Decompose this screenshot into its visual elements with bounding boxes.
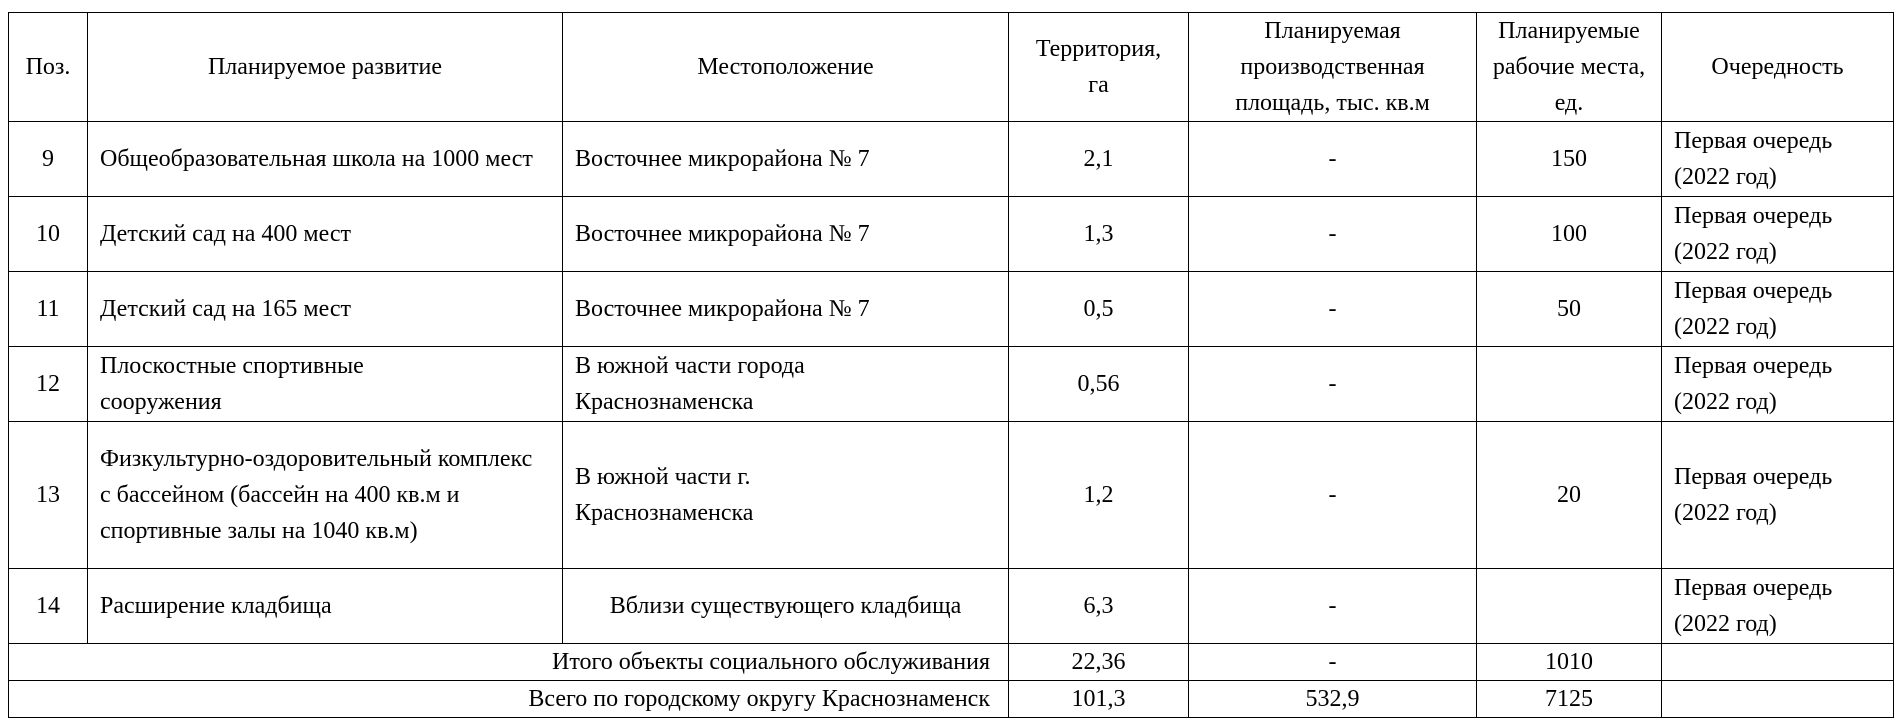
table-row — [9, 347, 1894, 422]
grand-total-order — [1662, 681, 1894, 718]
cell-pos: 12 — [9, 347, 88, 422]
header-jobs: Планируемые рабочие места, ед. — [1477, 13, 1662, 122]
total-territory: 22,36 — [1009, 644, 1189, 681]
planned-development-table — [8, 12, 1894, 718]
table-grand-total-row — [9, 681, 1894, 718]
table-row — [9, 122, 1894, 197]
table-row — [9, 569, 1894, 644]
cell-pos: 10 — [9, 197, 88, 272]
table-header-row — [9, 13, 1894, 122]
cell-territory: 1,2 — [1009, 422, 1189, 569]
cell-pos: 11 — [9, 272, 88, 347]
cell-development: Общеобразовательная школа на 1000 мест — [88, 122, 563, 197]
cell-development: Физкультурно-оздоровительный комплекс с бассейном (бассейн на 400 кв.м и спортивные залы на 1040 кв.м) — [88, 422, 563, 569]
cell-production-area: - — [1189, 197, 1477, 272]
cell-location: В южной части г. Краснознаменска — [563, 422, 1009, 569]
cell-territory: 6,3 — [1009, 569, 1189, 644]
cell-order: Первая очередь (2022 год) — [1662, 197, 1894, 272]
cell-order: Первая очередь (2022 год) — [1662, 347, 1894, 422]
header-production-area: Планируемая производственная площадь, тыс. кв.м — [1189, 13, 1477, 122]
header-development: Планируемое развитие — [88, 13, 563, 122]
cell-territory: 2,1 — [1009, 122, 1189, 197]
table-total-row — [9, 644, 1894, 681]
cell-development: Детский сад на 400 мест — [88, 197, 563, 272]
grand-total-territory: 101,3 — [1009, 681, 1189, 718]
total-production-area: - — [1189, 644, 1477, 681]
total-jobs: 1010 — [1477, 644, 1662, 681]
cell-production-area: - — [1189, 569, 1477, 644]
cell-order: Первая очередь (2022 год) — [1662, 272, 1894, 347]
cell-pos: 13 — [9, 422, 88, 569]
cell-jobs — [1477, 347, 1662, 422]
cell-production-area: - — [1189, 347, 1477, 422]
cell-production-area: - — [1189, 122, 1477, 197]
cell-jobs: 100 — [1477, 197, 1662, 272]
grand-total-production-area: 532,9 — [1189, 681, 1477, 718]
cell-jobs: 20 — [1477, 422, 1662, 569]
table-row — [9, 272, 1894, 347]
cell-location: В южной части города Краснознаменска — [563, 347, 1009, 422]
cell-production-area: - — [1189, 422, 1477, 569]
cell-order: Первая очередь (2022 год) — [1662, 569, 1894, 644]
cell-territory: 0,56 — [1009, 347, 1189, 422]
cell-territory: 1,3 — [1009, 197, 1189, 272]
grand-total-jobs: 7125 — [1477, 681, 1662, 718]
cell-production-area: - — [1189, 272, 1477, 347]
cell-location: Восточнее микрорайона № 7 — [563, 272, 1009, 347]
cell-location: Восточнее микрорайона № 7 — [563, 122, 1009, 197]
total-order — [1662, 644, 1894, 681]
header-pos: Поз. — [9, 13, 88, 122]
cell-order: Первая очередь (2022 год) — [1662, 422, 1894, 569]
cell-location: Вблизи существующего кладбища — [563, 569, 1009, 644]
cell-pos: 14 — [9, 569, 88, 644]
cell-jobs: 150 — [1477, 122, 1662, 197]
total-label: Итого объекты социального обслуживания — [9, 644, 1009, 681]
table-row — [9, 422, 1894, 569]
cell-development: Детский сад на 165 мест — [88, 272, 563, 347]
cell-jobs: 50 — [1477, 272, 1662, 347]
header-territory: Территория, га — [1009, 13, 1189, 122]
cell-development: Плоскостные спортивные сооружения — [88, 347, 563, 422]
cell-order: Первая очередь (2022 год) — [1662, 122, 1894, 197]
document-page — [8, 12, 1894, 718]
grand-total-label: Всего по городскому округу Краснознаменск — [9, 681, 1009, 718]
header-order: Очередность — [1662, 13, 1894, 122]
cell-jobs — [1477, 569, 1662, 644]
cell-location: Восточнее микрорайона № 7 — [563, 197, 1009, 272]
cell-development: Расширение кладбища — [88, 569, 563, 644]
cell-pos: 9 — [9, 122, 88, 197]
table-row — [9, 197, 1894, 272]
cell-territory: 0,5 — [1009, 272, 1189, 347]
header-location: Местоположение — [563, 13, 1009, 122]
